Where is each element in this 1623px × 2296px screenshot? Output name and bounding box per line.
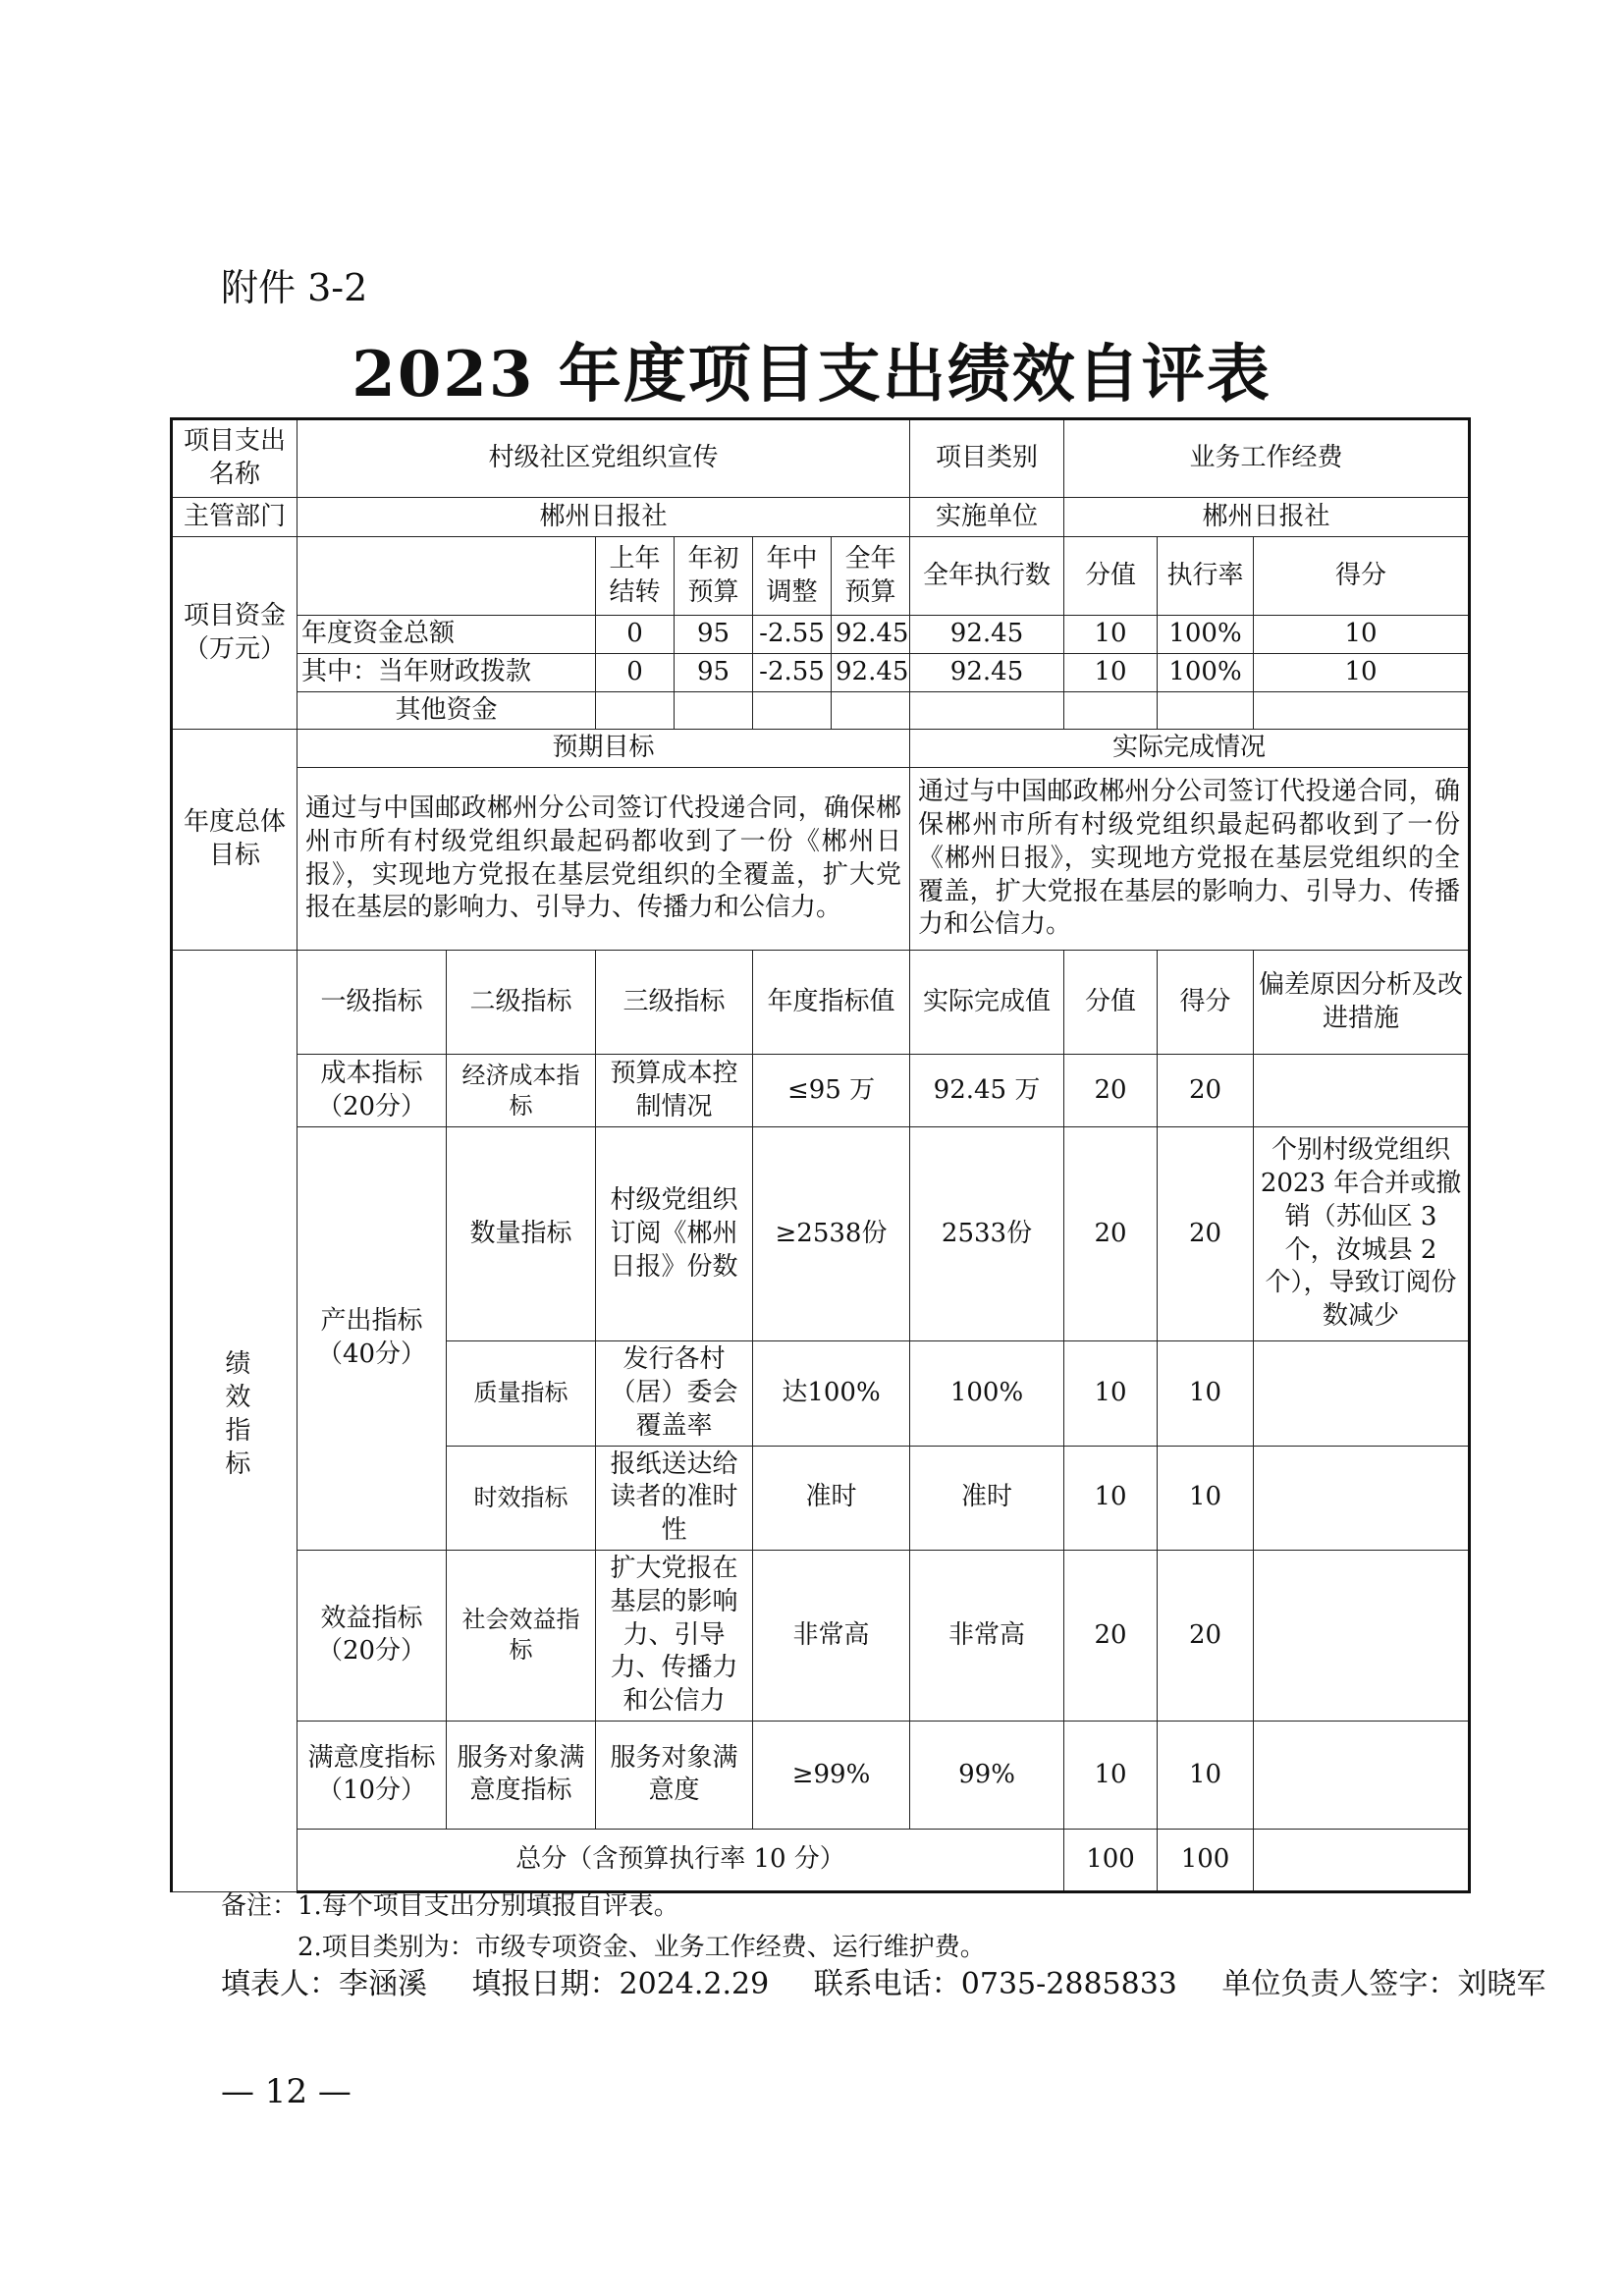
fund-cell (675, 691, 753, 730)
ind-note: 个别村级党组织2023 年合并或撤销（苏仙区 3 个，汝城县 2 个），导致订阅份数减少 (1254, 1127, 1470, 1341)
fund-cell (910, 691, 1064, 730)
fund-row-name: 其他资金 (298, 691, 596, 730)
ind-header-l1: 一级指标 (298, 951, 447, 1055)
fund-cell: 92.45 (832, 653, 910, 691)
ind-l1: 满意度指标（10分） (298, 1721, 447, 1829)
total-note (1254, 1829, 1470, 1891)
indicators-label (172, 951, 298, 1892)
fund-cell: 92.45 (910, 616, 1064, 654)
ind-header-l2: 二级指标 (447, 951, 596, 1055)
fund-cell (1064, 691, 1158, 730)
remark-line-1: 备注：1.每个项目支出分别填报自评表。 (221, 1891, 679, 1921)
ind-got: 20 (1158, 1127, 1254, 1341)
filler-sign: 单位负责人签字：刘晓军 (1221, 1967, 1546, 2001)
dept-label: 主管部门 (172, 498, 298, 537)
col-score: 得分 (1254, 537, 1470, 616)
ind-note (1254, 1550, 1470, 1721)
ind-target: 达100% (753, 1341, 910, 1446)
category-value: 业务工作经费 (1064, 419, 1470, 498)
col-score-value: 分值 (1064, 537, 1158, 616)
expected-goal-text: 通过与中国邮政郴州分公司签订代投递合同，确保郴州市所有村级党组织最起码都收到了一份《郴州日报》，实现地方党报在基层党组织的全覆盖，扩大党报在基层的影响力、引导力、传播力和公信力。 (298, 768, 910, 951)
page-number: — 12 — (221, 2072, 352, 2111)
ind-l2: 经济成本指标 (447, 1055, 596, 1127)
ind-l1: 成本指标（20分） (298, 1055, 447, 1127)
ind-actual: 准时 (910, 1446, 1064, 1550)
remarks (221, 1886, 986, 1968)
ind-note (1254, 1446, 1470, 1550)
ind-l3: 扩大党报在基层的影响力、引导力、传播力和公信力 (596, 1550, 753, 1721)
fund-cell: 10 (1254, 616, 1470, 654)
ind-header-note: 偏差原因分析及改进措施 (1254, 951, 1470, 1055)
ind-target: ≥2538份 (753, 1127, 910, 1341)
ind-l2: 服务对象满意度指标 (447, 1721, 596, 1829)
col-exec-rate: 执行率 (1158, 537, 1254, 616)
indicators-label-text: 绩效指标 (220, 1349, 250, 1484)
ind-l1: 产出指标（40分） (298, 1127, 447, 1551)
fund-cell: 10 (1064, 653, 1158, 691)
ind-got: 10 (1158, 1721, 1254, 1829)
ind-l2: 质量指标 (447, 1341, 596, 1446)
category-label: 项目类别 (910, 419, 1064, 498)
attachment-label: 附件 3-2 (221, 266, 368, 309)
fund-cell: -2.55 (753, 653, 832, 691)
ind-l3: 预算成本控制情况 (596, 1055, 753, 1127)
page-title: 2023 年度项目支出绩效自评表 (352, 338, 1271, 411)
ind-target: 准时 (753, 1446, 910, 1550)
ind-l3: 村级党组织订阅《郴州日报》份数 (596, 1127, 753, 1341)
fund-row-name: 年度资金总额 (298, 616, 596, 654)
filler-info (221, 1959, 1571, 2002)
ind-got: 10 (1158, 1446, 1254, 1550)
ind-note (1254, 1721, 1470, 1829)
fund-cell (1254, 691, 1470, 730)
ind-header-actual: 实际完成值 (910, 951, 1064, 1055)
ind-score: 20 (1064, 1127, 1158, 1341)
impl-label: 实施单位 (910, 498, 1064, 537)
fund-cell: 100% (1158, 653, 1254, 691)
remark-line-2: 2.项目类别为：市级专项资金、业务工作经费、运行维护费。 (298, 1933, 986, 1962)
dept-value: 郴州日报社 (298, 498, 910, 537)
fund-cell (832, 691, 910, 730)
ind-got: 10 (1158, 1341, 1254, 1446)
fund-cell (1158, 691, 1254, 730)
filler-person: 填表人：李涵溪 (221, 1967, 427, 2001)
ind-actual: 非常高 (910, 1550, 1064, 1721)
fund-cell: 95 (675, 653, 753, 691)
ind-actual: 99% (910, 1721, 1064, 1829)
ind-l3: 服务对象满意度 (596, 1721, 753, 1829)
project-name-label: 项目支出名称 (172, 419, 298, 498)
col-initial-budget: 年初预算 (675, 537, 753, 616)
ind-header-score: 分值 (1064, 951, 1158, 1055)
ind-l2: 时效指标 (447, 1446, 596, 1550)
fund-cell: 10 (1064, 616, 1158, 654)
fund-cell: 92.45 (832, 616, 910, 654)
ind-score: 10 (1064, 1721, 1158, 1829)
ind-header-target: 年度指标值 (753, 951, 910, 1055)
fund-cell: 95 (675, 616, 753, 654)
goals-label: 年度总体目标 (172, 730, 298, 951)
ind-l3: 发行各村（居）委会覆盖率 (596, 1341, 753, 1446)
actual-goal-text: 通过与中国邮政郴州分公司签订代投递合同，确保郴州市所有村级党组织最起码都收到了一份《郴州日报》，实现地方党报在基层党组织的全覆盖，扩大党报在基层的影响力、引导力、传播力和公信力。 (910, 768, 1470, 951)
expected-goal-label: 预期目标 (298, 730, 910, 768)
ind-l2: 社会效益指标 (447, 1550, 596, 1721)
col-full-budget: 全年预算 (832, 537, 910, 616)
ind-note (1254, 1341, 1470, 1446)
ind-l1: 效益指标（20分） (298, 1550, 447, 1721)
ind-score: 10 (1064, 1446, 1158, 1550)
fund-row-name: 其中：当年财政拨款 (298, 653, 596, 691)
col-executed: 全年执行数 (910, 537, 1064, 616)
fund-cell: 10 (1254, 653, 1470, 691)
ind-actual: 100% (910, 1341, 1064, 1446)
fund-cell: -2.55 (753, 616, 832, 654)
ind-l3: 报纸送达给读者的准时性 (596, 1446, 753, 1550)
ind-target: 非常高 (753, 1550, 910, 1721)
ind-score: 20 (1064, 1550, 1158, 1721)
funds-label: 项目资金（万元） (172, 537, 298, 730)
fund-cell (596, 691, 675, 730)
ind-note (1254, 1055, 1470, 1127)
funds-blank-header (298, 537, 596, 616)
col-last-year: 上年结转 (596, 537, 675, 616)
form-table (170, 417, 1471, 1893)
filler-date: 填报日期：2024.2.29 (471, 1967, 770, 2001)
col-mid-adjust: 年中调整 (753, 537, 832, 616)
project-name: 村级社区党组织宣传 (298, 419, 910, 498)
ind-got: 20 (1158, 1550, 1254, 1721)
fund-cell (753, 691, 832, 730)
ind-header-got: 得分 (1158, 951, 1254, 1055)
actual-goal-label: 实际完成情况 (910, 730, 1470, 768)
fund-cell: 0 (596, 616, 675, 654)
ind-score: 10 (1064, 1341, 1158, 1446)
ind-actual: 2533份 (910, 1127, 1064, 1341)
fund-cell: 92.45 (910, 653, 1064, 691)
fund-cell: 0 (596, 653, 675, 691)
filler-phone: 联系电话：0735-2885833 (813, 1967, 1177, 2001)
ind-actual: 92.45 万 (910, 1055, 1064, 1127)
ind-got: 20 (1158, 1055, 1254, 1127)
ind-header-l3: 三级指标 (596, 951, 753, 1055)
ind-l2: 数量指标 (447, 1127, 596, 1341)
fund-cell: 100% (1158, 616, 1254, 654)
ind-target: ≤95 万 (753, 1055, 910, 1127)
ind-score: 20 (1064, 1055, 1158, 1127)
total-score: 100 (1064, 1829, 1158, 1891)
impl-value: 郴州日报社 (1064, 498, 1470, 537)
total-got: 100 (1158, 1829, 1254, 1891)
ind-target: ≥99% (753, 1721, 910, 1829)
total-label: 总分（含预算执行率 10 分） (298, 1829, 1064, 1891)
